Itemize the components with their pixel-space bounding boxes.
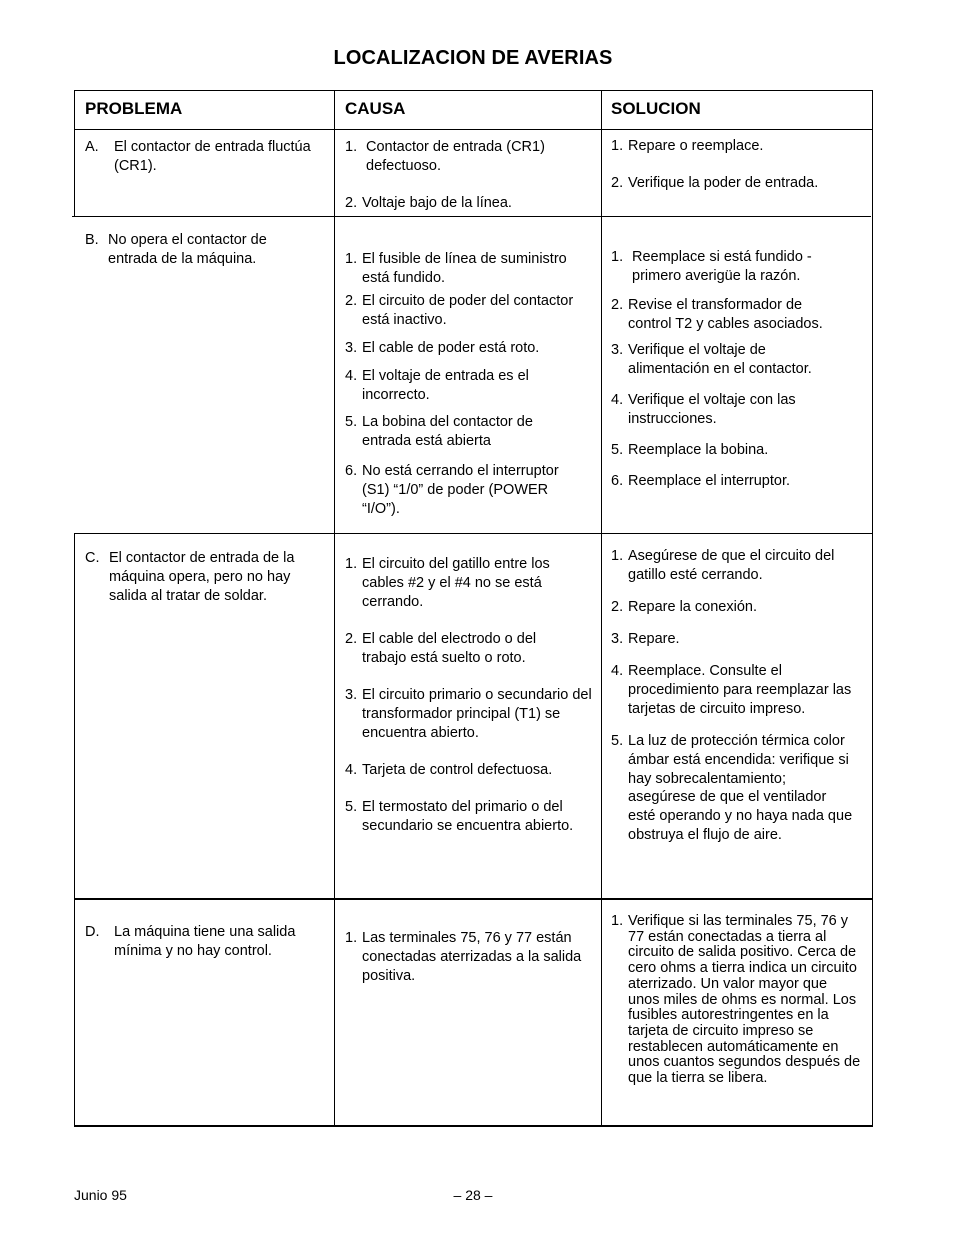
item-text: Repare o reemplace. [628,138,764,154]
item-number: 3. [345,340,358,356]
header-problema: PROBLEMA [85,99,183,118]
item-number: 5. [611,442,624,458]
cause-item [345,292,595,330]
item-text: El cable de poder está roto. [362,340,540,356]
item-text: Voltaje bajo de la línea. [362,195,512,211]
row-divider-b [74,533,873,534]
item-text: El circuito de poder del contactor está inactivo. [362,293,574,328]
item-number: 2. [345,195,358,211]
header-causa: CAUSA [345,99,406,118]
item-text: Verifique el voltaje con las instrucciones. [628,392,796,427]
problem-letter: D. [85,924,100,940]
column-divider-1 [334,90,335,1126]
item-number: 1. [611,249,624,265]
item-text: Tarjeta de control defectuosa. [362,762,553,778]
item-number: 5. [611,733,624,749]
header-bottom-border [74,129,873,130]
item-number: 1. [345,139,358,155]
item-text: El circuito primario o secundario del transformador principal (T1) se encuentra abierto. [362,687,592,741]
cause-item [345,686,595,742]
solution-item [611,630,866,649]
item-text: Verifique la poder de entrada. [628,175,819,191]
item-text: Reemplace el interruptor. [628,473,790,489]
item-number: 1. [611,913,624,929]
solution-item [611,472,861,491]
item-text: El cable del electrodo o del trabajo está suelto o roto. [362,631,537,666]
item-text: La bobina del contactor de entrada está abierta [362,414,533,449]
item-text: Reemplace la bobina. [628,442,769,458]
footer-date: Junio 95 [74,1187,127,1203]
cause-item [345,761,595,780]
item-number: 6. [611,473,624,489]
problem-a [85,138,330,176]
item-text: Verifique si las terminales 75, 76 y 77 están conectadas a tierra al circuito de salida positivo. Cerca de cero ohms a tierra indica un circuito aterrizado. Un valor mayor que unos miles de ohms es normal. Los fusibles autorestringentes en la tarjeta de circuito impreso se restablecen automáticamente en unos cuantos segundos después de que la tierra se libera. [628,913,861,1087]
item-number: 3. [611,342,624,358]
problem-c [85,549,317,605]
item-text: El termostato del primario o del secundario se encuentra abierto. [362,799,574,834]
item-text: Contactor de entrada (CR1) defectuoso. [366,139,545,174]
solution-item [611,341,846,379]
problem-text: No opera el contactor de entrada de la máquina. [108,232,267,267]
row-divider-c [74,898,873,900]
item-text: Asegúrese de que el circuito del gatillo esté cerrando. [628,548,835,583]
problem-letter: C. [85,550,100,566]
item-text: Repare la conexión. [628,599,757,615]
item-number: 2. [611,599,624,615]
column-divider-2 [601,90,602,1126]
cause-item [345,194,595,213]
cause-item [345,339,595,358]
solution-item [611,662,856,718]
cause-item [345,798,595,836]
cause-item [345,250,593,288]
problem-d [85,923,320,961]
table-top-border [74,90,873,91]
cause-item [345,413,560,451]
item-number: 3. [345,687,358,703]
item-number: 1. [611,548,624,564]
left-border-top [74,90,75,217]
cause-item [345,555,585,611]
solution-item [611,547,866,585]
page-title: LOCALIZACION DE AVERIAS [333,47,613,69]
solution-item [611,248,851,286]
item-number: 4. [345,368,358,384]
table-bottom-border [74,1125,873,1127]
problem-letter: A. [85,139,99,155]
problem-b [85,231,300,269]
header-solucion: SOLUCION [611,99,701,118]
solution-item [611,296,846,334]
right-border [872,90,873,1126]
item-text: Verifique el voltaje de alimentación en el contactor. [628,342,812,377]
cause-item [345,462,585,518]
item-number: 2. [611,175,624,191]
item-number: 6. [345,463,358,479]
problem-text: La máquina tiene una salida mínima y no hay control. [114,924,296,959]
item-number: 1. [611,138,624,154]
cause-item [345,367,565,405]
item-number: 1. [345,556,358,572]
item-number: 4. [611,663,624,679]
solution-item [611,391,836,429]
left-border-bottom [74,533,75,1126]
item-text: Repare. [628,631,680,647]
problem-letter: B. [85,232,99,248]
page-number: – 28 – [453,1187,493,1203]
problem-text: El contactor de entrada fluctúa (CR1). [114,139,311,174]
item-number: 2. [345,631,358,647]
item-number: 5. [345,799,358,815]
item-text: Las terminales 75, 76 y 77 están conectadas aterrizadas a la salida positiva. [362,930,582,984]
item-text: Reemplace. Consulte el procedimiento para reemplazar las tarjetas de circuito impreso. [628,663,852,717]
item-text: Revise el transformador de control T2 y cables asociados. [628,297,823,332]
row-divider-a [72,216,871,217]
solution-item [611,914,861,1087]
item-number: 1. [345,251,358,267]
cause-item [345,138,585,176]
item-text: El circuito del gatillo entre los cables #2 y el #4 no se está cerrando. [362,556,550,610]
item-number: 5. [345,414,358,430]
item-number: 4. [345,762,358,778]
solution-item [611,598,866,617]
item-number: 1. [345,930,358,946]
item-text: No está cerrando el interruptor (S1) “1/0” de poder (POWER “I/O”). [362,463,559,517]
problem-text: El contactor de entrada de la máquina opera, pero no hay salida al tratar de soldar. [109,550,295,604]
item-number: 3. [611,631,624,647]
solution-item [611,137,866,156]
cause-item [345,630,570,668]
item-text: La luz de protección térmica color ámbar está encendida: verifique si hay sobrecalentamiento; asegúrese de que el ventilador esté operando y no haya nada que obstruya el flujo de aire. [628,733,853,843]
cause-item [345,929,595,985]
item-text: Reemplace si está fundido - primero averigüe la razón. [632,249,812,284]
solution-item [611,174,866,193]
solution-item [611,732,856,845]
item-text: El fusible de línea de suministro está fundido. [362,251,567,286]
item-number: 2. [345,293,358,309]
item-text: El voltaje de entrada es el incorrecto. [362,368,529,403]
solution-item [611,441,861,460]
item-number: 4. [611,392,624,408]
item-number: 2. [611,297,624,313]
